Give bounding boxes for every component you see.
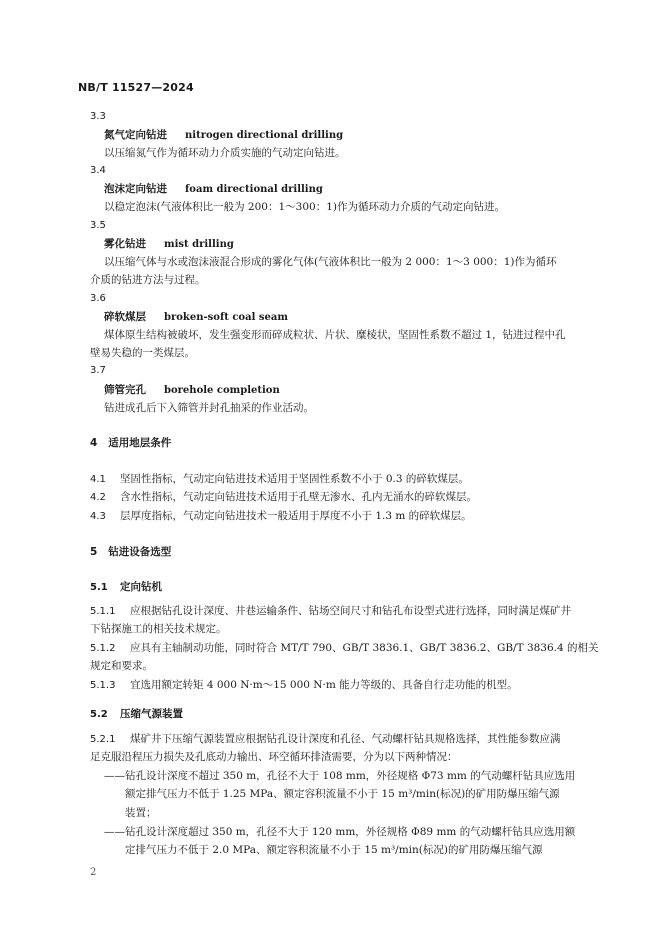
term-en: mist drilling: [164, 239, 234, 250]
term-en: nitrogen directional drilling: [185, 130, 344, 141]
dash-item: ——钻孔设计深度不超过 350 m，孔径不大于 108 mm，外径规格 Φ73 mm 的气动螺杆钻具应选用: [104, 770, 576, 782]
clause: [90, 604, 571, 619]
term-definition: 以稳定泡沫(气液体积比一般为 200：1～300：1)作为循环动力介质的气动定向钻进。: [104, 201, 505, 213]
term-zh: 雾化钻进: [104, 238, 146, 250]
term-definition: 以压缩氮气作为循环动力介质实施的气动定向钻进。: [104, 147, 346, 159]
clause-text: 坚固性指标，气动定向钻进技术适用于坚固性系数不小于 0.3 的碎软煤层。: [120, 473, 469, 485]
term-number: 3.7: [90, 365, 106, 376]
clause-number: 4.1: [90, 474, 106, 485]
clause: [90, 472, 469, 487]
term-zh: 筛管完孔: [104, 384, 146, 396]
standard-header: NB/T 11527—2024: [78, 81, 194, 94]
term-number: 3.5: [90, 220, 106, 231]
section-heading: 4 适用地层条件: [90, 437, 172, 449]
term-definition: 煤体原生结构被破坏，发生强变形而碎成粒状、片状、糜棱状，坚固性系数不超过 1，钻进过程中孔: [104, 329, 566, 341]
clause-text: 下钻探施工的相关技术规定。: [90, 623, 227, 635]
term-title: [104, 383, 280, 398]
term-definition: 钻进成孔后下入筛管并封孔抽采的作业活动。: [104, 402, 314, 414]
subsection-number: 5.2: [90, 709, 108, 720]
term-title: [104, 310, 288, 325]
clause: [90, 732, 561, 747]
term-definition: 壁易失稳的一类煤层。: [90, 347, 195, 359]
term-zh: 碎软煤层: [104, 311, 146, 323]
term-number: 3.6: [90, 293, 106, 304]
clause-number: 4.2: [90, 492, 106, 503]
term-definition: 介质的钻进方法与过程。: [90, 274, 206, 286]
term-title: [104, 182, 323, 197]
subsection-heading: [90, 707, 183, 722]
clause-text: 足克服沿程压力损失及孔底动力输出、环空循环排渣需要，分为以下两种情况：: [90, 751, 458, 763]
clause-text: 应根据钻孔设计深度、井巷运输条件、钻场空间尺寸和钻孔布设型式进行选择，同时满足煤矿井: [130, 605, 571, 617]
clause: [90, 509, 472, 524]
subsection-title: 定向钻机: [120, 581, 162, 593]
subsection-number: 5.1: [90, 582, 108, 593]
clause-text: 规定和要求。: [90, 660, 153, 672]
clause-number: 5.1.1: [90, 606, 116, 617]
term-zh: 泡沫定向钻进: [104, 183, 167, 195]
dash-item-cont: 定排气压力不低于 2.0 MPa、额定容积流量不小于 15 m³/min(标况)的矿用防爆压缩气源: [125, 844, 543, 856]
dash-item-cont: 额定排气压力不低于 1.25 MPa、额定容积流量不小于 15 m³/min(标况)的矿用防爆压缩气源: [125, 788, 560, 800]
clause-text: 煤矿井下压缩气源装置应根据钻孔设计深度和孔径、气动螺杆钻具规格选择，其性能参数应满: [130, 733, 561, 745]
clause-number: 5.2.1: [90, 734, 116, 745]
clause-text: 应具有主轴制动功能，同时符合 MT/T 790、GB/T 3836.1、GB/T 3836.2、GB/T 3836.4 的相关: [130, 642, 599, 654]
term-number: 3.4: [90, 165, 106, 176]
clause-text: 宜选用额定转矩 4 000 N·m～15 000 N·m 能力等级的、具备自行走功能的机型。: [130, 679, 518, 691]
page-number: 2: [90, 867, 97, 878]
term-number: 3.3: [90, 111, 106, 122]
term-en: broken-soft coal seam: [164, 312, 288, 323]
subsection-title: 压缩气源装置: [120, 708, 183, 720]
dash-item-cont: 装置；: [125, 807, 157, 819]
clause-number: 5.1.2: [90, 643, 116, 654]
term-title: [104, 237, 234, 252]
clause: [90, 678, 518, 693]
term-definition: 以压缩气体与水或泡沫液混合形成的雾化气体(气液体积比一般为 2 000：1～3 000：1)作为循环: [104, 256, 557, 268]
clause-number: 5.1.3: [90, 680, 116, 691]
clause-text: 含水性指标，气动定向钻进技术适用于孔壁无渗水、孔内无涌水的碎软煤层。: [120, 491, 477, 503]
section-heading: 5 钻进设备选型: [90, 546, 172, 558]
clause: [90, 641, 599, 656]
dash-item: ——钻孔设计深度超过 350 m，孔径不大于 120 mm，外径规格 Φ89 mm 的气动螺杆钻具应选用额: [104, 826, 576, 838]
clause: [90, 490, 477, 505]
clause-number: 4.3: [90, 511, 106, 522]
term-en: borehole completion: [164, 385, 280, 396]
term-title: [104, 128, 343, 143]
clause-text: 层厚度指标，气动定向钻进技术一般适用于厚度不小于 1.3 m 的碎软煤层。: [120, 510, 472, 522]
term-zh: 氮气定向钻进: [104, 129, 167, 141]
subsection-heading: [90, 580, 162, 595]
term-en: foam directional drilling: [185, 184, 323, 195]
